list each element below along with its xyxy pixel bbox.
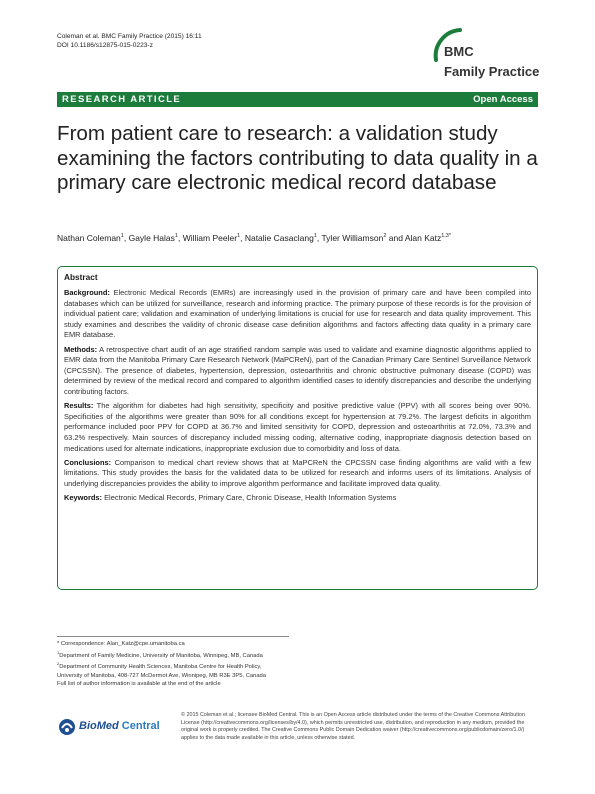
author[interactable]: Tyler Williamson$^2$ (321, 233, 387, 243)
author-list: Nathan Coleman$^1$, Gayle Halas$^1$, William Peeler$^1$, Natalie Casaclang$^1$, Tyler Williamson$^2$ and Alan Katz$^{1,3*}$ (57, 233, 452, 243)
open-access-label: Open Access (473, 94, 533, 105)
citation-doi: DOI 10.1186/s12875-015-0223-z (57, 42, 153, 49)
abstract-box (57, 266, 538, 590)
footnote-divider (57, 636, 289, 637)
author[interactable]: Nathan Coleman$^1$ (57, 233, 124, 243)
article-type-banner (57, 92, 538, 107)
author[interactable]: Alan Katz$^{1,3*}$ (404, 233, 452, 243)
citation (57, 32, 202, 50)
affiliation-2: $^2$Department of Community Health Sciences, Manitoba Centre for Health Policy, University of Manitoba, 408-727 McDermot Ave, Winnipeg, MB R3E 3P5, Canada (57, 661, 267, 679)
author[interactable]: William Peeler$^1$ (182, 233, 241, 243)
author-info-note: Full list of author information is available at the end of the article (57, 681, 221, 688)
article-title: From patient care to research: a validation study examining the factors contributing to data quality in a primary care electronic medical record database (57, 122, 538, 194)
citation-line-1: Coleman et al. BMC Family Practice (2015) 16:11 (57, 33, 202, 40)
author[interactable]: Gayle Halas$^1$ (128, 233, 178, 243)
abstract-methods: Methods: A retrospective chart audit of an age stratified random sample was used to validate and examine diagnostic algorithms applied to EMR data from the Manitoba Primary Care Research Network (MaPCReN), part of the Canadian Primary Care Sentinel Surveillance Network (CPCSSN). The presence of diabetes, hypertension, depression, osteoarthritis and chronic obstructive pulmonary disease (COPD) was determined by review of the medical record and compared to algorithm identified cases to identify discrepancies and describe the underlying contributing factors. (64, 344, 531, 396)
correspondence-email[interactable]: * Correspondence: Alan_Katz@cpe.umanitoba.ca (57, 641, 185, 647)
footnotes (57, 640, 282, 689)
abstract-conclusions: Conclusions: Comparison to medical chart review shows that at MaPCReN the CPCSSN case finding algorithms are valid with a few limitations. This study provides the basis for the validated data to be utilized for research and informs users of its limitations. Analysis of underlying discrepancies provides the ability to improve algorithm performance and facilitate improved data quality. (64, 457, 531, 488)
affiliation-1: $^1$Department of Family Medicine, University of Manitoba, Winnipeg, MB, Canada (57, 649, 263, 659)
article-type-label: RESEARCH ARTICLE (62, 94, 182, 105)
logo-text-bmc: BMC (444, 44, 474, 59)
abstract-background: Background: Electronic Medical Records (EMRs) are increasingly used in the provision of primary care and have been compiled into databases which can be utilized for surveillance, research and informing practice. The primary purpose of these records is for the provision of individual patient care; validation and examination of underlying limitations is crucial for use for research and data quality improvement. This study examines and describes the validity of chronic disease case definition algorithms and factors affecting data quality in a primary care EMR database. (64, 288, 531, 340)
license-text: © 2015 Coleman et al.; licensee BioMed Central. This is an Open Access article distributed under the terms of the Creative Commons Attribution License (http://creativecommons.org/licenses/by/4.0), which permits unrestricted use, distribution, and reproduction in any medium, provided the original work is properly credited. The Creative Commons Public Domain Dedication waiver (http://creativecommons.org/publicdomain/zero/1.0/) applies to the data made available in this article, unless otherwise stated. (181, 712, 525, 742)
biomed-central-logo-icon (57, 717, 77, 737)
logo-text-journal: Family Practice (444, 64, 540, 79)
abstract-heading: Abstract (64, 272, 98, 282)
publisher-logo (57, 717, 177, 737)
author[interactable]: Natalie Casaclang$^1$ (244, 233, 317, 243)
publisher-name: BioMed Central (79, 720, 160, 732)
abstract-results: Results: The algorithm for diabetes had high sensitivity, specificity and positive predictive value (PPV) with all scores being over 90%. Specificities of the algorithms were greater than 90% for all conditions except for hypertension at 79.2%. The largest deficits in algorithm performance included poor PPV for COPD at 36.7% and limited sensitivity for COPD, depression and osteoarthritis at 72.0%, 73.3% and 63.2% respectively. Main sources of discrepancy included missing coding, alternative coding, inappropriate diagnosis detection based on medications used for alternate indications, inappropriate exclusion due to comorbidity and loss of data. (64, 401, 531, 453)
journal-logo (430, 26, 545, 84)
abstract-keywords: Keywords: Electronic Medical Records, Primary Care, Chronic Disease, Health Information Systems (64, 493, 397, 503)
